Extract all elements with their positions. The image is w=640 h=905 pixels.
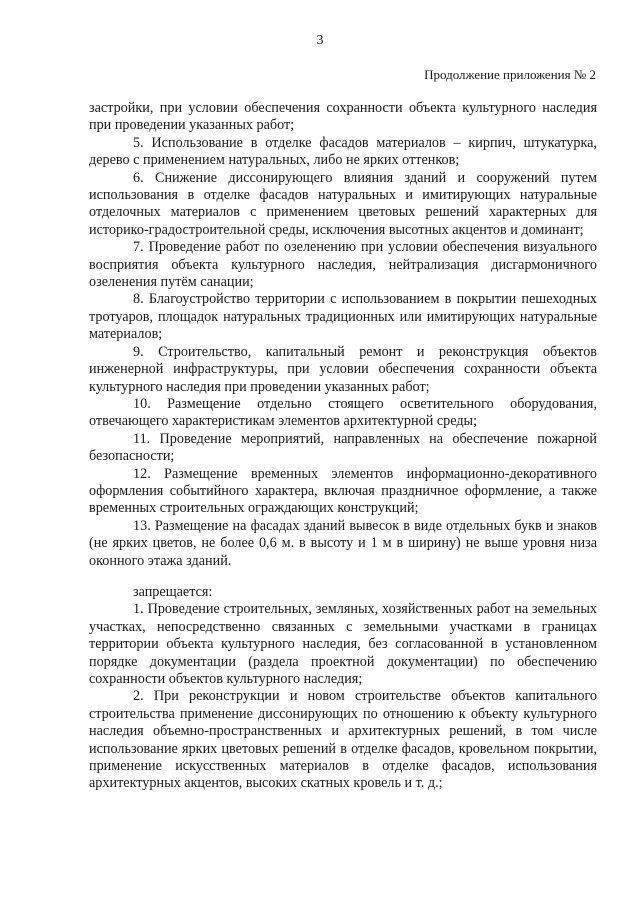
continuation-note: Продолжение приложения № 2 (424, 67, 596, 82)
allowed-item-6: 6. Снижение диссонирующего влияния зданий и сооружений путем использования в отделке фасадов натуральных и имитирующих натуральные отделочных материалов с применением цветовых решений характерных для историко-градостроительной среды, исключения высотных акцентов и доминант; (89, 169, 597, 238)
prohibited-heading: запрещается: (133, 583, 213, 600)
allowed-item-9: 9. Строительство, капитальный ремонт и реконструкция объектов инженерной инфраструктуры, при условии обеспечения сохранности объекта культурного наследия при проведении указанных работ; (89, 343, 597, 395)
document-body (89, 100, 597, 793)
page-number: 3 (316, 33, 324, 48)
allowed-item-5: 5. Использование в отделке фасадов материалов – кирпич, штукатурка, дерево с применением натуральных, либо не ярких оттенков; (89, 134, 597, 169)
prohibited-item-1: 1. Проведение строительных, земляных, хозяйственных работ на земельных участках, непосредственно связанных с земельными участками в границах территории объекта культурного наследия, без согласованной в установленном порядке документации (раздела проектной документации) по обеспечению сохранности объектов культурного наследия; (89, 601, 597, 687)
allowed-item-11: 11. Проведение мероприятий, направленных на обеспечение пожарной безопасности; (89, 430, 597, 465)
allowed-item-7: 7. Проведение работ по озеленению при условии обеспечения визуального восприятия объекта культурного наследия, нейтрализация дисгармоничного озеленения путём санации; (89, 239, 597, 291)
prohibited-item-2: 2. При реконструкции и новом строительстве объектов капитального строительства применение диссонирующих по отношению к объекту культурного наследия объемно-пространственных и архитектурных решений, в том числе использование ярких цветовых решений в отделке фасадов, кровельном покрытии, применение искусственных материалов в отделке фасадов, использования архитектурных акцентов, высоких скатных кровель и т. д.; (89, 688, 597, 792)
allowed-item-10: 10. Размещение отдельно стоящего осветительного оборудования, отвечающего характеристикам элементов архитектурной среды; (89, 395, 597, 430)
allowed-item-8: 8. Благоустройство территории с использованием в покрытии пешеходных тротуаров, площадок натуральных традиционных или имитирующих натуральные материалов; (89, 291, 597, 343)
allowed-item-13: 13. Размещение на фасадах зданий вывесок в виде отдельных букв и знаков (не ярких цветов, не более 0,6 м. в высоту и 1 м в ширину) не выше уровня низа оконного этажа зданий. (89, 517, 597, 569)
paragraph-continued: застройки, при условии обеспечения сохранности объекта культурного наследия при проведении указанных работ; (89, 100, 597, 134)
allowed-item-12: 12. Размещение временных элементов информационно-декоративного оформления событийного характера, включая праздничное оформление, а также временных строительных ограждающих конструкций; (89, 465, 597, 517)
